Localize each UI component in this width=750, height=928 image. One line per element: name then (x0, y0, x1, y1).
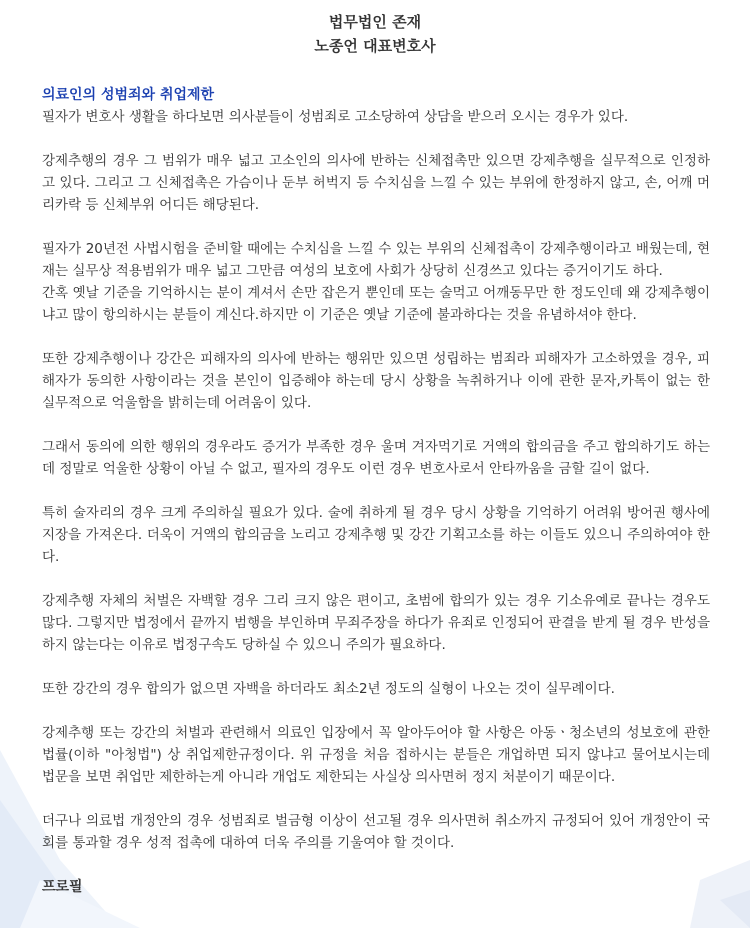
lawyer-title: 노종언 대표변호사 (314, 37, 436, 55)
paragraph-8: 강제추행 또는 강간의 처벌과 관련해서 의료인 입장에서 꼭 알아두어야 할 사항은 아동ㆍ청소년의 성보호에 관한 법률(이하 "아청법") 상 취업제한규정이다. 위 규정을 처음 접하시는 분들은 개업하면 되지 않냐고 물어보시는데 법문을 보면 취업만 제한하는게 아니라 개업도 제한되는 사실상 의사면허 정지 처분이기 때문이다. (42, 725, 710, 785)
article-intro: 필자가 변호사 생활을 하다보면 의사분들이 성범죄로 고소당하여 상담을 받으러 오시는 경우가 있다. (42, 109, 629, 125)
paragraph-6: 강제추행 자체의 처벌은 자백할 경우 그리 크지 않은 편이고, 초범에 합의가 있는 경우 기소유예로 끝나는 경우도 많다. 그렇지만 법정에서 끝까지 범행을 부인하며 무죄주장을 하다가 유죄로 인정되어 판결을 받게 될 경우 반성을 하지 않는다는 이유로 법정구속도 당하실 수 있으니 주의가 필요하다. (42, 593, 710, 653)
paragraph-4: 그래서 동의에 의한 행위의 경우라도 증거가 부족한 경우 울며 겨자먹기로 거액의 합의금을 주고 합의하기도 하는데 정말로 억울한 상황이 아닐 수 없고, 필자의 경우도 이런 경우 변호사로서 안타까움을 금할 길이 없다. (42, 439, 710, 477)
paragraph-2a: 필자가 20년전 사법시험을 준비할 때에는 수치심을 느낄 수 있는 부위의 신체접촉이 강제추행이라고 배웠는데, 현재는 실무상 적용범위가 매우 넓고 그만큼 여성의 보호에 사회가 상당히 신경쓰고 있다는 증거이기도 하다. (42, 241, 710, 279)
article-body (42, 84, 710, 898)
article-heading: 의료인의 성범죄와 취업제한 (42, 87, 215, 103)
document-header (0, 10, 750, 58)
profile-heading: 프로필 (42, 879, 83, 895)
paragraph-9: 더구나 의료법 개정안의 경우 성범죄로 벌금형 이상이 선고될 경우 의사면허 취소까지 규정되어 있어 개정안이 국회를 통과할 경우 성적 접촉에 대하여 더욱 주의를 기울여야 할 것이다. (42, 813, 710, 851)
firm-name: 법무법인 존재 (328, 13, 422, 31)
paragraph-2b: 간혹 옛날 기준을 기억하시는 분이 계셔서 손만 잡은거 뿐인데 또는 술먹고 어깨동무만 한 정도인데 왜 강제추행이냐고 많이 항의하시는 분들이 계신다.하지만 이 기준은 옛날 기준에 불과하다는 것을 유념하셔야 한다. (42, 285, 710, 323)
paragraph-3: 또한 강제추행이나 강간은 피해자의 의사에 반하는 행위만 있으면 성립하는 범죄라 피해자가 고소하였을 경우, 피해자가 동의한 사항이라는 것을 본인이 입증해야 하는데 당시 상황을 녹취하거나 이에 관한 문자,카톡이 없는 한 실무적으로 억울함을 밝히는데 어려움이 있다. (42, 351, 710, 411)
paragraph-5: 특히 술자리의 경우 크게 주의하실 필요가 있다. 술에 취하게 될 경우 당시 상황을 기억하기 어려워 방어권 행사에 지장을 가져온다. 더욱이 거액의 합의금을 노리고 강제추행 및 강간 기획고소를 하는 이들도 있으니 주의하여야 한다. (42, 505, 710, 565)
paragraph-1: 강제추행의 경우 그 범위가 매우 넓고 고소인의 의사에 반하는 신체접촉만 있으면 강제추행을 실무적으로 인정하고 있다. 그리고 그 신체접촉은 가슴이나 둔부 허벅지 등 수치심을 느낄 수 있는 부위에 한정하지 않고, 손, 어깨 머리카락 등 신체부위 어디든 해당된다. (42, 153, 710, 213)
paragraph-7: 또한 강간의 경우 합의가 없으면 자백을 하더라도 최소2년 정도의 실형이 나오는 것이 실무례이다. (42, 681, 615, 697)
